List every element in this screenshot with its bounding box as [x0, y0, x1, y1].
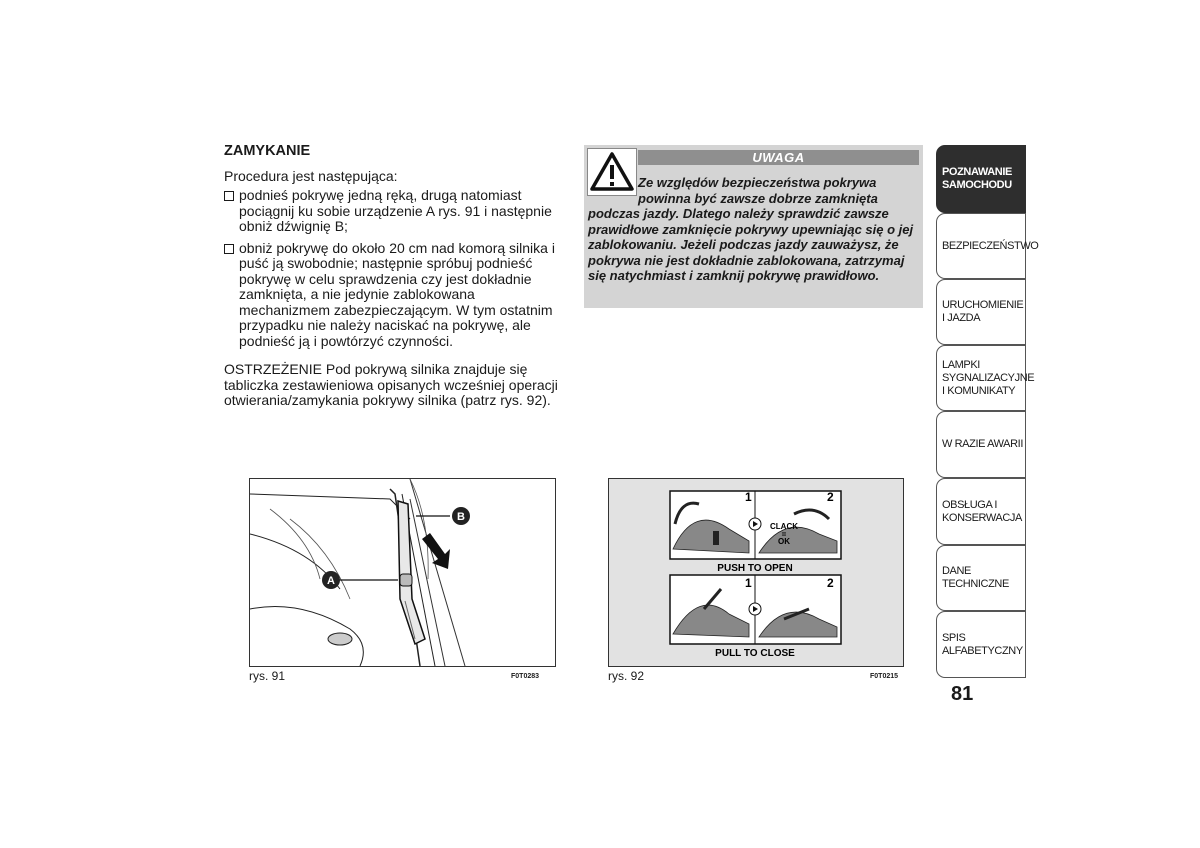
fig91-code: F0T0283 — [511, 673, 540, 680]
step-2: 2 — [827, 490, 834, 504]
checkbox-bullet-icon — [224, 244, 234, 254]
procedure-list — [224, 188, 564, 355]
uwaga-panel — [584, 145, 923, 308]
tab-uruchomienie-i-jazda[interactable]: URUCHOMIENIE I JAZDA — [936, 279, 1026, 345]
fig91-caption: rys. 91 — [249, 669, 286, 683]
figure-92-hood-plate — [608, 478, 904, 667]
page-number: 81 — [951, 683, 974, 705]
ok-label: OK — [778, 537, 790, 546]
push-to-open: PUSH TO OPEN — [717, 563, 793, 574]
label-a: A — [327, 575, 335, 587]
clack-label: CLACK — [770, 522, 798, 531]
fig92-caption: rys. 92 — [608, 669, 645, 683]
list-item: obniż pokrywę do około 20 cm nad komorą silnika i puść ją swobodnie; następnie spróbuj podnieść pokrywę w celu sprawdzenia czy jest dokładnie zamknięta, a nie jedynie zablokowana mechanizmem zabezpieczającym. W tym ostatnim przypadku nie należy naciskać na pokrywę, ale podnieść ją i powtórzyć czynności. — [224, 241, 564, 350]
tab-poznawanie-samochodu[interactable]: POZNAWANIE SAMOCHODU — [936, 145, 1026, 213]
svg-text:1: 1 — [745, 576, 752, 590]
tab-w-razie-awarii[interactable]: W RAZIE AWARII — [936, 411, 1026, 478]
list-item: podnieś pokrywę jedną ręką, drugą natomiast pociągnij ku sobie urządzenie A rys. 91 i następnie obniż dźwignię B; — [224, 188, 564, 235]
hood-plate-note: OSTRZEŻENIE Pod pokrywą silnika znajduje się tabliczka zestawieniowa opisanych wcześniej operacji otwierania/zamykania pokrywy silnika (patrz rys. 92). — [224, 361, 558, 408]
svg-text:2: 2 — [827, 576, 834, 590]
step-1: 1 — [745, 490, 752, 504]
section-heading: ZAMYKANIE — [224, 143, 311, 159]
label-b: B — [457, 511, 465, 523]
tab-dane-techniczne[interactable]: DANE TECHNICZNE — [936, 545, 1026, 611]
tab-obsluga-i-konserwacja[interactable]: OBSŁUGA I KONSERWACJA — [936, 478, 1026, 545]
uwaga-title: UWAGA — [638, 150, 919, 165]
uwaga-text: Ze względów bezpieczeństwa pokrywa powinna być zawsze dobrze zamknięta podczas jazdy. Dlatego należy sprawdzić zawsze prawidłowe zamknięcie pokrywy upewniając się o jej zablokowaniu. Jeżeli podczas jazdy zauważysz, że pokrywa nie jest dokładnie zablokowana, zatrzymaj się natychmiast i zamknij pokrywę prawidłowo. — [588, 175, 914, 283]
tab-spis-alfabetyczny[interactable]: SPIS ALFABETYCZNY — [936, 611, 1026, 678]
figure-91-hood-latch — [249, 478, 556, 667]
pull-to-close: PULL TO CLOSE — [715, 648, 795, 659]
tab-bezpieczenstwo[interactable]: BEZPIECZEŃSTWO — [936, 213, 1026, 279]
fig92-code: F0T0215 — [870, 673, 899, 680]
svg-text:=: = — [781, 530, 787, 539]
checkbox-bullet-icon — [224, 191, 234, 201]
tab-lampki-sygnalizacyjne[interactable]: LAMPKI SYGNALIZACYJNE I KOMUNIKATY — [936, 345, 1026, 411]
intro-text: Procedura jest następująca: — [224, 168, 398, 184]
